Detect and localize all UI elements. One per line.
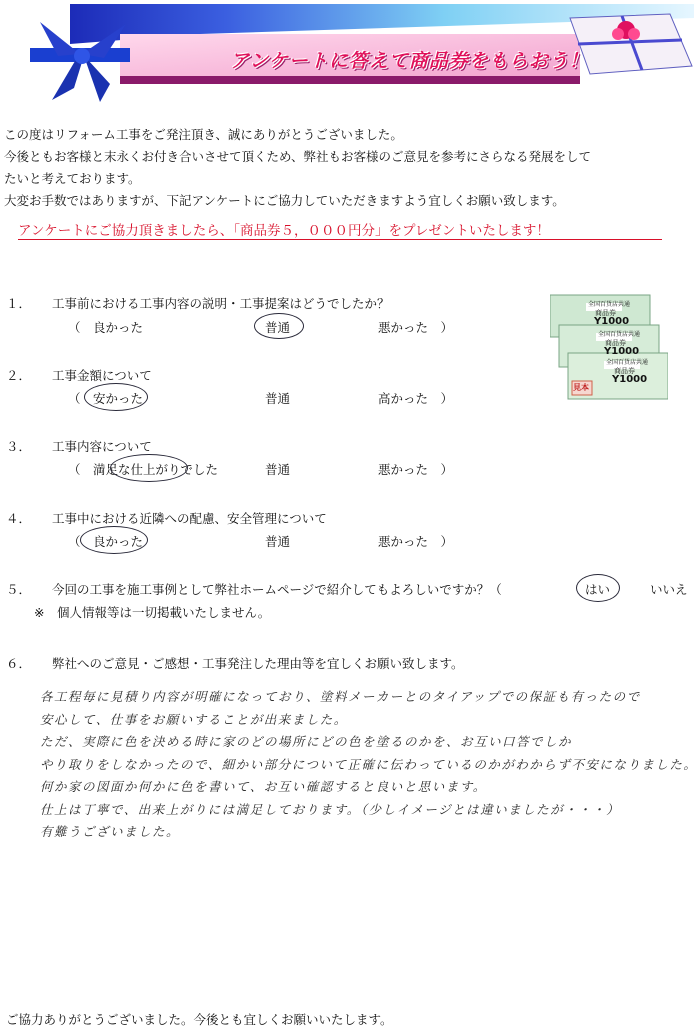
question-number: ５．	[6, 582, 32, 597]
answer-circle	[576, 574, 620, 602]
question-number: １．	[6, 296, 32, 311]
answer-circle	[254, 313, 304, 339]
voucher-amount: Y1000	[612, 374, 648, 385]
handwritten-line: 有難うございました。	[40, 824, 181, 839]
option-normal: 普通	[265, 320, 291, 335]
question-text: 工事中における近隣への配慮、安全管理について	[52, 511, 327, 526]
question-text: 今回の工事を施工事例として弊社ホームページで紹介してもよろしいですか？（	[52, 582, 502, 597]
sample-stamp: 見本	[573, 383, 589, 392]
handwritten-line: 各工程毎に見積り内容が明確になっており、塗料メーカーとのタイアップでの保証も有ったので	[40, 689, 641, 704]
gift-voucher-image	[550, 293, 668, 403]
voucher-amount: Y1000	[594, 316, 630, 327]
voucher-caption: 商品券	[595, 309, 616, 317]
option-satisfied: （ 満足な仕上がりでした	[68, 462, 219, 477]
option-yes: はい	[585, 582, 611, 597]
option-normal: 普通	[265, 534, 291, 549]
intro-text	[4, 124, 591, 212]
question-number: ３．	[6, 439, 32, 454]
question-text: 工事金額について	[52, 368, 152, 383]
handwritten-line: 仕上は丁寧で、出来上がりには満足しております。（少しイメージとは違いましたが・・・）	[40, 801, 621, 817]
voucher-amount: Y1000	[604, 346, 640, 357]
option-normal: 普通	[265, 462, 291, 477]
handwritten-line: 安心して、仕事をお願いすることが出来ました。	[40, 711, 348, 727]
voucher-caption: 全国百貨店共通	[598, 331, 641, 338]
question-number: ６．	[6, 656, 32, 671]
answer-circle	[80, 526, 148, 554]
handwritten-line: 何か家の図面か何かに色を書いて、お互い確認すると良いと思います。	[40, 779, 487, 794]
answer-circle	[84, 383, 148, 411]
intro-line: 大変お手数ではありますが、下記アンケートにご協力していただきますよう宜しくお願い致します。	[4, 193, 565, 208]
answer-circle	[110, 454, 188, 482]
promo-text: アンケートにご協力頂きましたら、「商品券５，０００円分」をプレゼントいたします！	[18, 223, 550, 239]
promo-underline	[18, 239, 662, 240]
banner-title: アンケートに答えて商品券をもらおう！	[230, 50, 589, 72]
question-number: ２．	[6, 368, 32, 383]
option-cheap: （ 安かった	[68, 391, 144, 406]
option-normal: 普通	[265, 391, 291, 406]
handwritten-line: ただ、実際に色を決める時に家のどの場所にどの色を塗るのかを、お互い口答でしか	[40, 734, 573, 749]
voucher-caption: 商品券	[605, 339, 626, 347]
option-expensive: 高かった ）	[378, 391, 454, 406]
option-bad: 悪かった ）	[378, 534, 454, 549]
closing-text: ご協力ありがとうございました。今後とも宜しくお願いいたします。	[6, 1012, 393, 1027]
intro-line: たいと考えております。	[4, 171, 141, 186]
voucher-caption: 商品券	[614, 367, 635, 375]
header-banner	[30, 4, 694, 104]
voucher-caption: 全国百貨店共通	[606, 359, 649, 366]
intro-line: 今後ともお客様と末永くお付き合いさせて頂くため、弊社もお客様のご意見を参考にさらなる発展をして	[4, 149, 592, 164]
option-no: いいえ	[650, 582, 688, 597]
intro-line: この度はリフォーム工事をご発注頂き、誠にありがとうございました。	[4, 127, 403, 142]
question-text: 工事内容について	[52, 439, 152, 454]
option-bad: 悪かった ）	[378, 462, 454, 477]
question-text: 弊社へのご意見・ご感想・工事発注した理由等を宜しくお願い致します。	[52, 656, 464, 671]
question-number: ４．	[6, 511, 32, 526]
question-text: 工事前における工事内容の説明・工事提案はどうでしたか？	[52, 296, 390, 311]
privacy-note: ※ 個人情報等は一切掲載いたしません。	[34, 605, 271, 620]
handwritten-answer	[40, 686, 697, 844]
option-bad: 悪かった ）	[378, 320, 454, 335]
voucher-caption: 全国百貨店共通	[588, 301, 631, 308]
option-good: （ 良かった	[68, 320, 144, 335]
option-good: （ 良かった	[68, 534, 144, 549]
handwritten-line: やり取りをしなかったので、細かい部分について正確に伝わっているのかがわからず不安になりました。	[40, 756, 698, 772]
